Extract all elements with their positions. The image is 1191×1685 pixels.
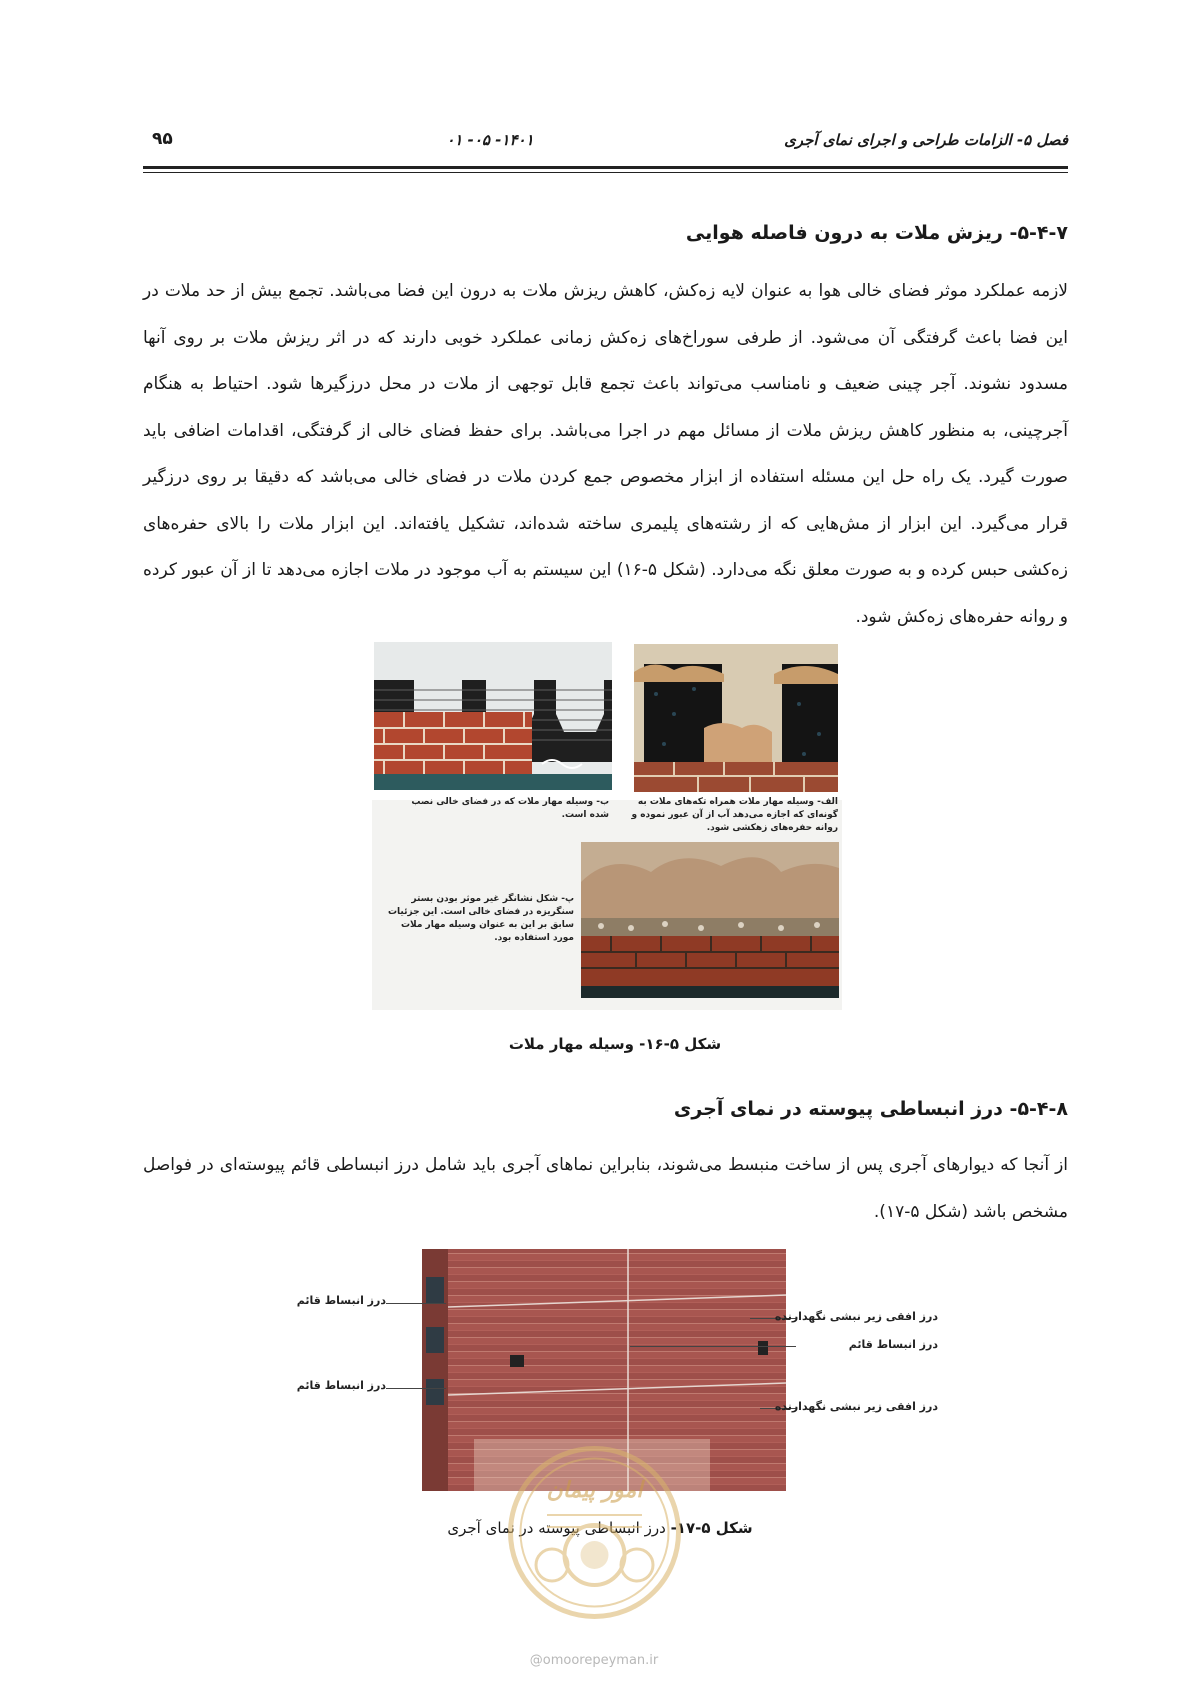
photo-mortar-net-installed bbox=[374, 642, 612, 790]
leader-line bbox=[386, 1388, 446, 1389]
page-number: ۹۵ bbox=[152, 129, 173, 149]
leader-line bbox=[630, 1346, 796, 1347]
figure-16-caption-a: الف- وسیله مهار ملات همراه تکه‌های ملات به گونه‌ای که اجازه می‌دهد آب از آن عبور نموده و روانه حفره‌های زهکشی شود. bbox=[631, 797, 838, 833]
figure-16-title: شکل ۵-۱۶- وسیله مهار ملات bbox=[508, 1035, 722, 1053]
header-rule-thin bbox=[143, 172, 1068, 173]
header-rule bbox=[143, 166, 1068, 169]
label-vertical-joint-left-2: درز انبساط قائم bbox=[296, 1379, 386, 1392]
photo-gravel-bed bbox=[581, 842, 839, 998]
page-date: ۰۱ -۰۵ -۱۴۰۱ bbox=[446, 131, 534, 149]
section-heading-expansion-joint: ۵-۴-۸- درز انبساطی پیوسته در نمای آجری bbox=[673, 1098, 1068, 1120]
figure-17-number: شکل ۵-۱۷- bbox=[670, 1519, 753, 1537]
figure-17-text: درز انبساطی پیوسته در نمای آجری bbox=[447, 1519, 671, 1537]
watermark-seal-text: امور پیمان bbox=[546, 1477, 643, 1503]
watermark-site: @omoorepeyman.ir bbox=[529, 1653, 659, 1668]
label-horizontal-joint-2: درز افقی زیر نبشی نگهدارنده bbox=[774, 1400, 938, 1413]
chapter-title: فصل ۵- الزامات طراحی و اجرای نمای آجری bbox=[784, 131, 1068, 149]
section-heading-mortar-droppings: ۵-۴-۷- ریزش ملات به درون فاصله هوایی bbox=[685, 222, 1068, 244]
label-vertical-joint-left-1: درز انبساط قائم bbox=[296, 1294, 386, 1307]
label-horizontal-joint-1: درز افقی زیر نبشی نگهدارنده bbox=[774, 1310, 938, 1323]
section-paragraph-expansion-joint: از آنجا که دیوارهای آجری پس از ساخت منبسط می‌شوند، بنابراین نماهای آجری باید شامل درز انبساطی قائم پیوسته‌ای در فواصل مشخص باشد (شکل ۵-۱۷). bbox=[143, 1155, 1068, 1222]
label-vertical-joint-right: درز انبساط قائم bbox=[848, 1338, 938, 1351]
watermark-seal bbox=[507, 1445, 682, 1620]
section-paragraph-mortar-droppings: لازمه عملکرد موثر فضای خالی هوا به عنوان لایه زه‌کش، کاهش ریزش ملات به درون این فضا می‌باشد. تجمع بیش از حد ملات در این فضا باعث گرفتگی آن می‌شود. از طرفی سوراخ‌های زه‌کش زمانی عملکرد خوبی دارند که در اثر ریزش ملات بر روی آنها مسدود نشوند. آجر چینی ضعیف و نامناسب می‌تواند باعث تجمع قابل توجهی از ملات در محل درزگیرها شود. احتیاط به هنگام آجرچینی، به منظور کاهش ریزش ملات از مسائل مهم در اجرا می‌باشد. برای حفظ فضای خالی از گرفتگی، اقدامات اضافی باید صورت گیرد. یک راه حل این مسئله استفاده از ابزار مخصوص جمع کردن ملات در فضای خالی می‌باشد که دقیقا بر روی درزگیر قرار می‌گیرد. این ابزار از مش‌هایی که از رشته‌های پلیمری ساخته شده‌اند، تشکیل یافته‌اند. این ابزار ملات را بالای حفره‌های زه‌کشی حبس کرده و به صورت معلق نگه می‌دارد. (شکل ۵-۱۶) این سیستم به آب موجود در ملات اجازه می‌دهد تا از آن عبور کرده و روانه حفره‌های زه‌کش شود. bbox=[143, 281, 1068, 627]
figure-16-caption-b: ب- وسیله مهار ملات که در فضای خالی نصب شده است. bbox=[411, 797, 609, 820]
figure-16-caption-c: پ- شکل نشانگر غیر موثر بودن بستر سنگریزه در فضای خالی است. این جزئیات سابق بر این به عنوان وسیله مهار ملات مورد استفاده بود. bbox=[388, 894, 574, 943]
photo-mortar-net-with-droppings bbox=[634, 644, 838, 792]
leader-line bbox=[386, 1303, 446, 1304]
